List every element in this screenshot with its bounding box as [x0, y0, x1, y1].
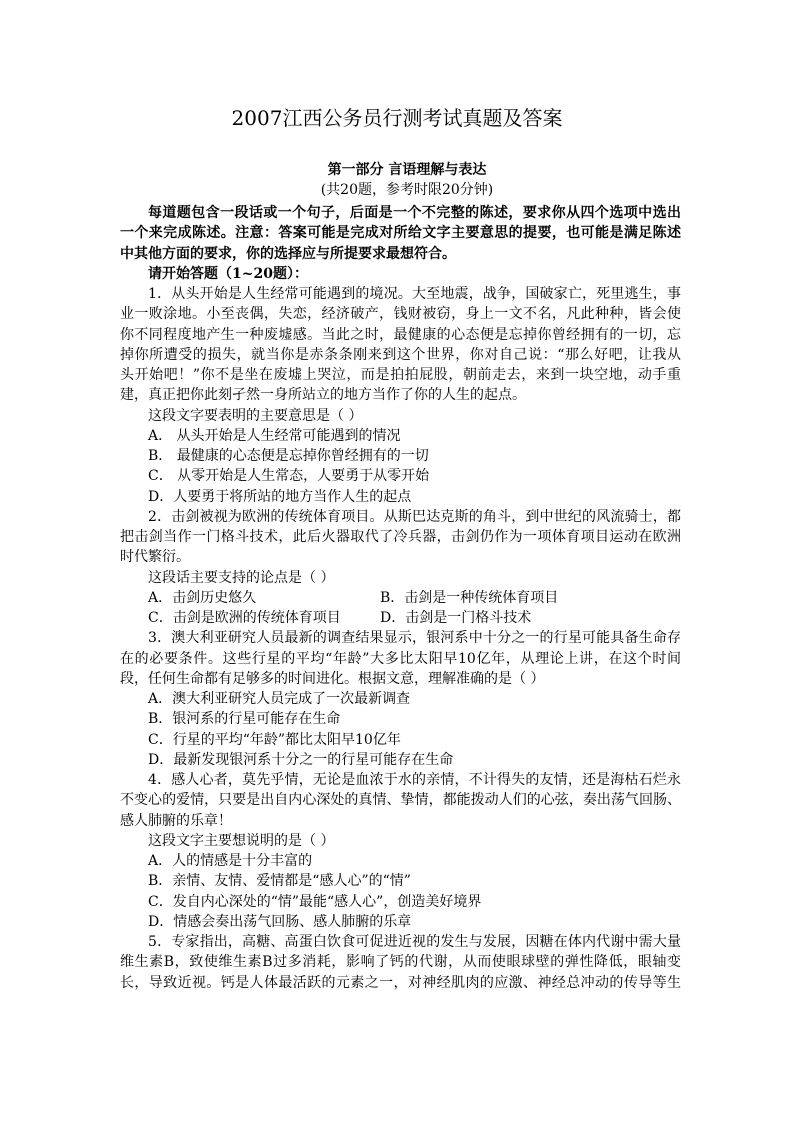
option-c: C．击剑是欧洲的传统体育项目	[148, 610, 341, 626]
option-a: A．击剑历史悠久	[148, 589, 257, 606]
part-heading: 第一部分 言语理解与表达	[327, 162, 487, 178]
option-a: A． 从头开始是人生经常可能遇到的情况	[148, 427, 401, 444]
option-b: B．银河系的行星可能存在生命	[148, 711, 341, 728]
question-text-line: 把击剑当作一门格斗技术，此后火器取代了冷兵器，击剑仍作为一项体育项目运动在欧洲	[120, 529, 681, 545]
option-a: A．人的情感是十分丰富的	[148, 853, 313, 869]
question-text-line: 3．澳大利亚研究人员最新的调查结果显示，银河系中十分之一的行星可能具备生命存	[148, 630, 681, 647]
question-2	[120, 507, 681, 629]
question-prompt: 这段文字主要想说明的是（ ）	[148, 832, 335, 849]
question-text-line: 4．感人心者，莫先乎情，无论是血浓于水的亲情，不计得失的友情，还是海枯石烂永	[148, 772, 681, 788]
option-row	[120, 608, 681, 628]
document-body	[120, 203, 681, 993]
question-1	[120, 284, 681, 507]
question-text-line: 业一败涂地。小至丧偶，失恋，经济破产，钱财被窃，身上一文不名，凡此种种，皆会使	[120, 306, 681, 323]
option-d: D．人要勇于将所站的地方当作人生的起点	[148, 488, 412, 505]
option-c: C．发自内心深处的“情”最能“感人心”，创造美好境界	[148, 893, 482, 910]
question-text-line: 掉你所遭受的损失，就当你是赤条条刚来到这个世界，你对自己说：“那么好吧，让我从	[120, 346, 681, 363]
question-text-line: 在的必要条件。这些行星的平均“年龄”大多比太阳早10亿年，从理论上讲，在这个时间	[120, 650, 681, 667]
instructions-line: 一个来完成陈述。注意：答案可能是完成对所给文字主要意思的提要，也可能是满足陈述	[120, 225, 681, 242]
question-prompt: 这段文字要表明的主要意思是（ ）	[148, 407, 363, 424]
part-subheading: (共20题，参考时限20分钟)	[320, 182, 494, 198]
question-text-line: 头开始吧！”你不是坐在废墟上哭泣，而是拍拍屁股，朝前走去，来到一块空地，动手重	[120, 367, 681, 383]
question-text-line: 不变心的爱情，只要是出自内心深处的真情、挚情，都能拨动人们的心弦，奏出荡气回肠、	[120, 792, 681, 809]
instructions-line: 中其他方面的要求，你的选择应与所提要求最想符合。	[120, 245, 456, 262]
question-text-line: 长，导致近视。钙是人体最活跃的元素之一，对神经肌肉的应激、神经总冲动的传导等生	[120, 974, 681, 991]
question-text-line: 感人肺腑的乐章！	[120, 812, 232, 829]
option-d: D．击剑是一门格斗技术	[380, 610, 532, 626]
document-title: 2007江西公务员行测考试真题及答案	[231, 106, 563, 130]
option-b: B． 最健康的心态便是忘掉你曾经拥有的一切	[148, 448, 429, 464]
question-prompt: 这段话主要支持的论点是（ ）	[148, 569, 335, 586]
option-b: B．击剑是一种传统体育项目	[380, 589, 559, 606]
question-5	[120, 932, 681, 993]
question-text-line: 段，任何生命都有足够多的时间进化。根据文意，理解准确的是（ ）	[120, 670, 545, 687]
instructions-line: 每道题包含一段话或一个句子，后面是一个不完整的陈述，要求你从四个选项中选出	[148, 205, 681, 221]
start-prompt: 请开始答题（1~20题）：	[148, 265, 308, 282]
question-text-line: 1．从头开始是人生经常可能遇到的境况。大至地震，战争，国破家亡，死里逃生，事	[148, 286, 681, 302]
question-text-line: 时代繁衍。	[120, 549, 190, 566]
option-d: D．情感会奏出荡气回肠、感人肺腑的乐章	[148, 913, 412, 930]
option-row	[120, 588, 681, 608]
question-3	[120, 628, 681, 770]
question-text-line: 5．专家指出，高糖、高蛋白饮食可促进近视的发生与发展，因糖在体内代谢中需大量	[148, 934, 681, 950]
option-a: A．澳大利亚研究人员完成了一次最新调查	[148, 691, 411, 707]
question-text-line: 建，真正把你此刻孑然一身所站立的地方当作了你的人生的起点。	[120, 387, 526, 404]
question-text-line: 你不同程度地产生一种废墟感。当此之时，最健康的心态便是忘掉你曾经拥有的一切，忘	[120, 326, 681, 343]
question-text-line: 2．击剑被视为欧洲的传统体育项目。从斯巴达克斯的角斗，到中世纪的风流骑士，都	[148, 508, 681, 525]
option-c: C．行星的平均“年龄”都比太阳早10亿年	[148, 731, 401, 748]
option-d: D．最新发现银河系十分之一的行星可能存在生命	[148, 751, 454, 768]
option-b: B．亲情、友情、爱情都是“感人心”的“情”	[148, 873, 411, 890]
question-text-line: 维生素B，致使维生素B过多消耗，影响了钙的代谢，从而使眼球壁的弹性降低，眼轴变	[120, 954, 681, 971]
question-4	[120, 770, 681, 932]
option-c: C． 从零开始是人生常态，人要勇于从零开始	[148, 468, 430, 485]
